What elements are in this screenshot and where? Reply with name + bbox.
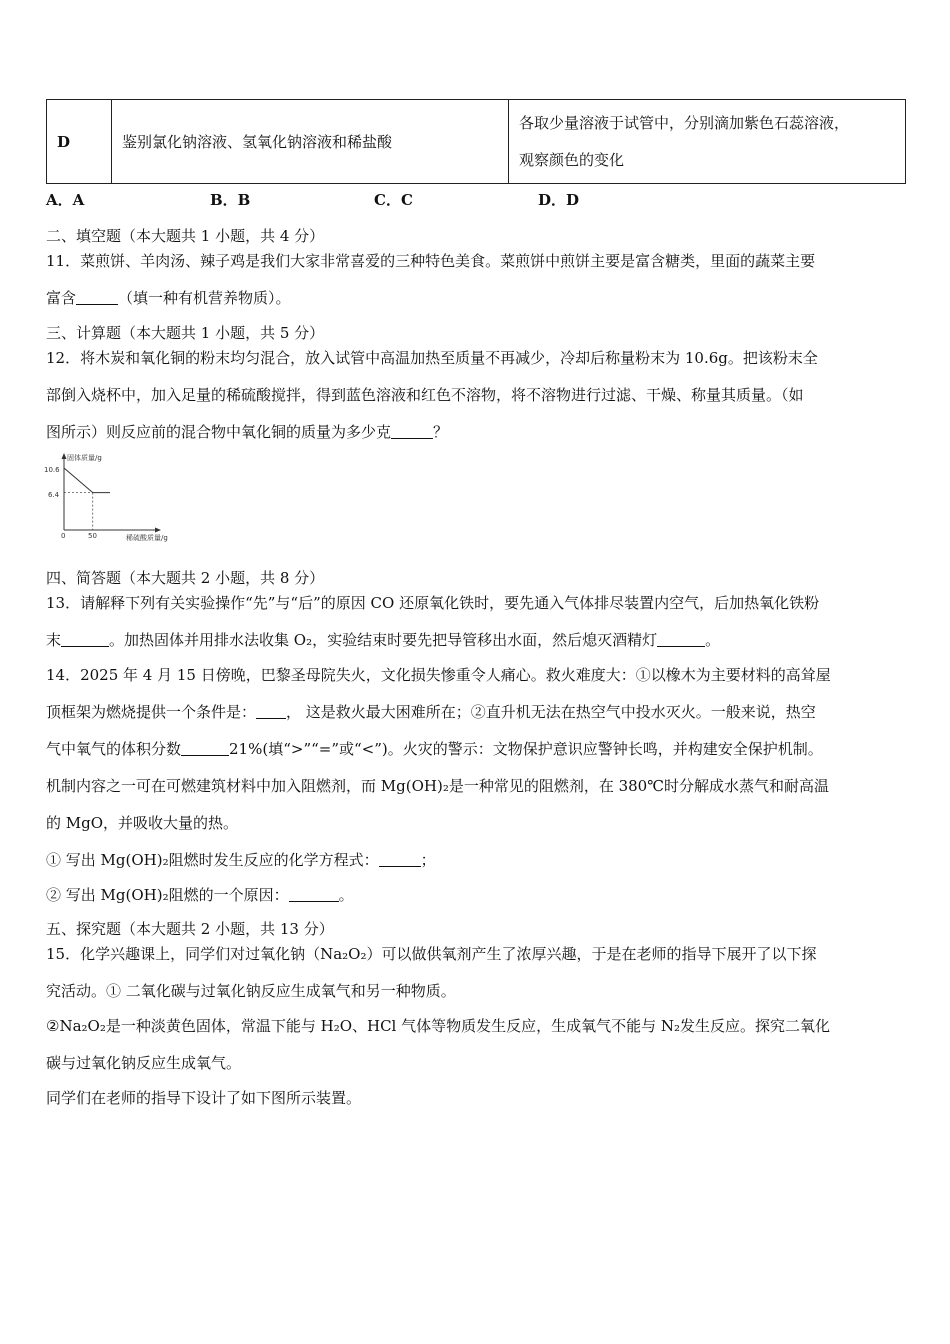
y-axis-arrow bbox=[62, 453, 67, 459]
q15-line-1: 15．化学兴趣课上，同学们对过氧化钠（Na₂O₂）可以做供氧剂产生了浓厚兴趣，于是在老师的指导下展开了以下探 bbox=[46, 945, 817, 963]
graph-ylabel: 固体质量/g bbox=[67, 454, 102, 462]
answer-blank[interactable] bbox=[379, 852, 421, 867]
answer-blank[interactable] bbox=[256, 704, 286, 719]
answer-blank[interactable] bbox=[391, 424, 433, 439]
table-row bbox=[47, 100, 906, 184]
q12-line-1: 12．将木炭和氧化铜的粉末均匀混合，放入试管中高温加热至质量不再减少，冷却后称量粉末为 10.6g。把该粉末全 bbox=[46, 349, 818, 367]
answer-blank[interactable] bbox=[181, 741, 229, 756]
q13-line-1: 13．请解释下列有关实验操作“先”与“后”的原因 CO 还原氧化铁时，要先通入气体排尽装置内空气，后加热氧化铁粉 bbox=[46, 594, 820, 612]
method-line-2: 观察颜色的变化 bbox=[519, 150, 625, 169]
q14-line-1: 14．2025 年 4 月 15 日傍晚，巴黎圣母院失火，文化损失惨重令人痛心。救火难度大：①以橡木为主要材料的高耸屋 bbox=[46, 666, 831, 684]
answer-blank[interactable] bbox=[61, 632, 109, 647]
q12-line-3: 图所示）则反应前的混合物中氧化铜的质量为多少克 ？ bbox=[46, 423, 449, 441]
q14-sub-question-2: ② 写出 Mg(OH)₂阻燃的一个原因： 。 bbox=[46, 886, 354, 904]
q15-line-3: ②Na₂O₂是一种淡黄色固体，常温下能与 H₂O、HCl 气体等物质发生反应，生成氧气不能与 N₂发生反应。探究二氧化 bbox=[46, 1017, 831, 1035]
y-tick-label: 10.6 bbox=[44, 466, 60, 474]
section-title-fill: 二、填空题（本大题共 1 小题，共 4 分） bbox=[46, 227, 325, 245]
q13-line-2: 末 。加热固体并用排水法收集 O₂，实验结束时要先把导管移出水面，然后熄灭酒精灯 。 bbox=[46, 631, 721, 649]
q14-line-2: 顶框架为燃烧提供一个条件是： ， 这是救火最大困难所在；②直升机无法在热空气中投水灭火。一般来说，热空 bbox=[46, 703, 816, 721]
x-tick-label: 50 bbox=[88, 532, 97, 540]
q15-line-4: 碳与过氧化钠反应生成氧气。 bbox=[46, 1054, 242, 1072]
data-series-line bbox=[64, 468, 110, 493]
answer-blank[interactable] bbox=[657, 632, 705, 647]
choice-a: A．A bbox=[46, 191, 85, 209]
q15-line-5: 同学们在老师的指导下设计了如下图所示装置。 bbox=[46, 1089, 362, 1107]
q14-line-3: 气中氧气的体积分数 21%(填“>”“=”或“<”)。火灾的警示：文物保护意识应警钟长鸣，并构建安全保护机制。 bbox=[46, 740, 823, 758]
options-table bbox=[46, 99, 906, 184]
answer-blank[interactable] bbox=[289, 887, 339, 902]
method-line-1: 各取少量溶液于试管中，分别滴加紫色石蕊溶液， bbox=[519, 113, 850, 132]
graph-xlabel: 稀硫酸质量/g bbox=[126, 534, 168, 542]
q14-line-5: 的 MgO，并吸收大量的热。 bbox=[46, 814, 239, 832]
experiment-purpose: 鉴别氯化钠溶液、氢氧化钠溶液和稀盐酸 bbox=[112, 100, 509, 184]
answer-blank[interactable] bbox=[76, 290, 118, 305]
experiment-method bbox=[509, 100, 906, 184]
choice-b: B．B bbox=[210, 191, 251, 209]
option-label: D bbox=[47, 100, 112, 184]
section-title-inquiry: 五、探究题（本大题共 2 小题，共 13 分） bbox=[46, 920, 334, 938]
section-title-calc: 三、计算题（本大题共 1 小题，共 5 分） bbox=[46, 324, 325, 342]
q15-line-2: 究活动。① 二氧化碳与过氧化钠反应生成氧气和另一种物质。 bbox=[46, 982, 456, 1000]
y-tick-label: 6.4 bbox=[48, 491, 60, 499]
answer-choices bbox=[46, 189, 702, 210]
q11-line-1: 11．菜煎饼、羊肉汤、辣子鸡是我们大家非常喜爱的三种特色美食。菜煎饼中煎饼主要是富含糖类，里面的蔬菜主要 bbox=[46, 252, 816, 270]
mass-graph bbox=[40, 450, 190, 545]
choice-d: D．D bbox=[538, 191, 580, 209]
section-title-short-answer: 四、简答题（本大题共 2 小题，共 8 分） bbox=[46, 569, 325, 587]
x-axis-arrow bbox=[155, 528, 161, 533]
q14-sub-question-1: ① 写出 Mg(OH)₂阻燃时发生反应的化学方程式： ； bbox=[46, 851, 436, 869]
q11-line-2: 富含 （填一种有机营养物质）。 bbox=[46, 289, 291, 307]
q14-line-4: 机制内容之一可在可燃建筑材料中加入阻燃剂，而 Mg(OH)₂是一种常见的阻燃剂，在 380℃时分解成水蒸气和耐高温 bbox=[46, 777, 830, 795]
x-tick-label: 0 bbox=[61, 532, 66, 540]
q12-line-2: 部倒入烧杯中，加入足量的稀硫酸搅拌，得到蓝色溶液和红色不溶物，将不溶物进行过滤、干燥、称量其质量。（如 bbox=[46, 386, 804, 404]
choice-c: C．C bbox=[374, 191, 413, 209]
